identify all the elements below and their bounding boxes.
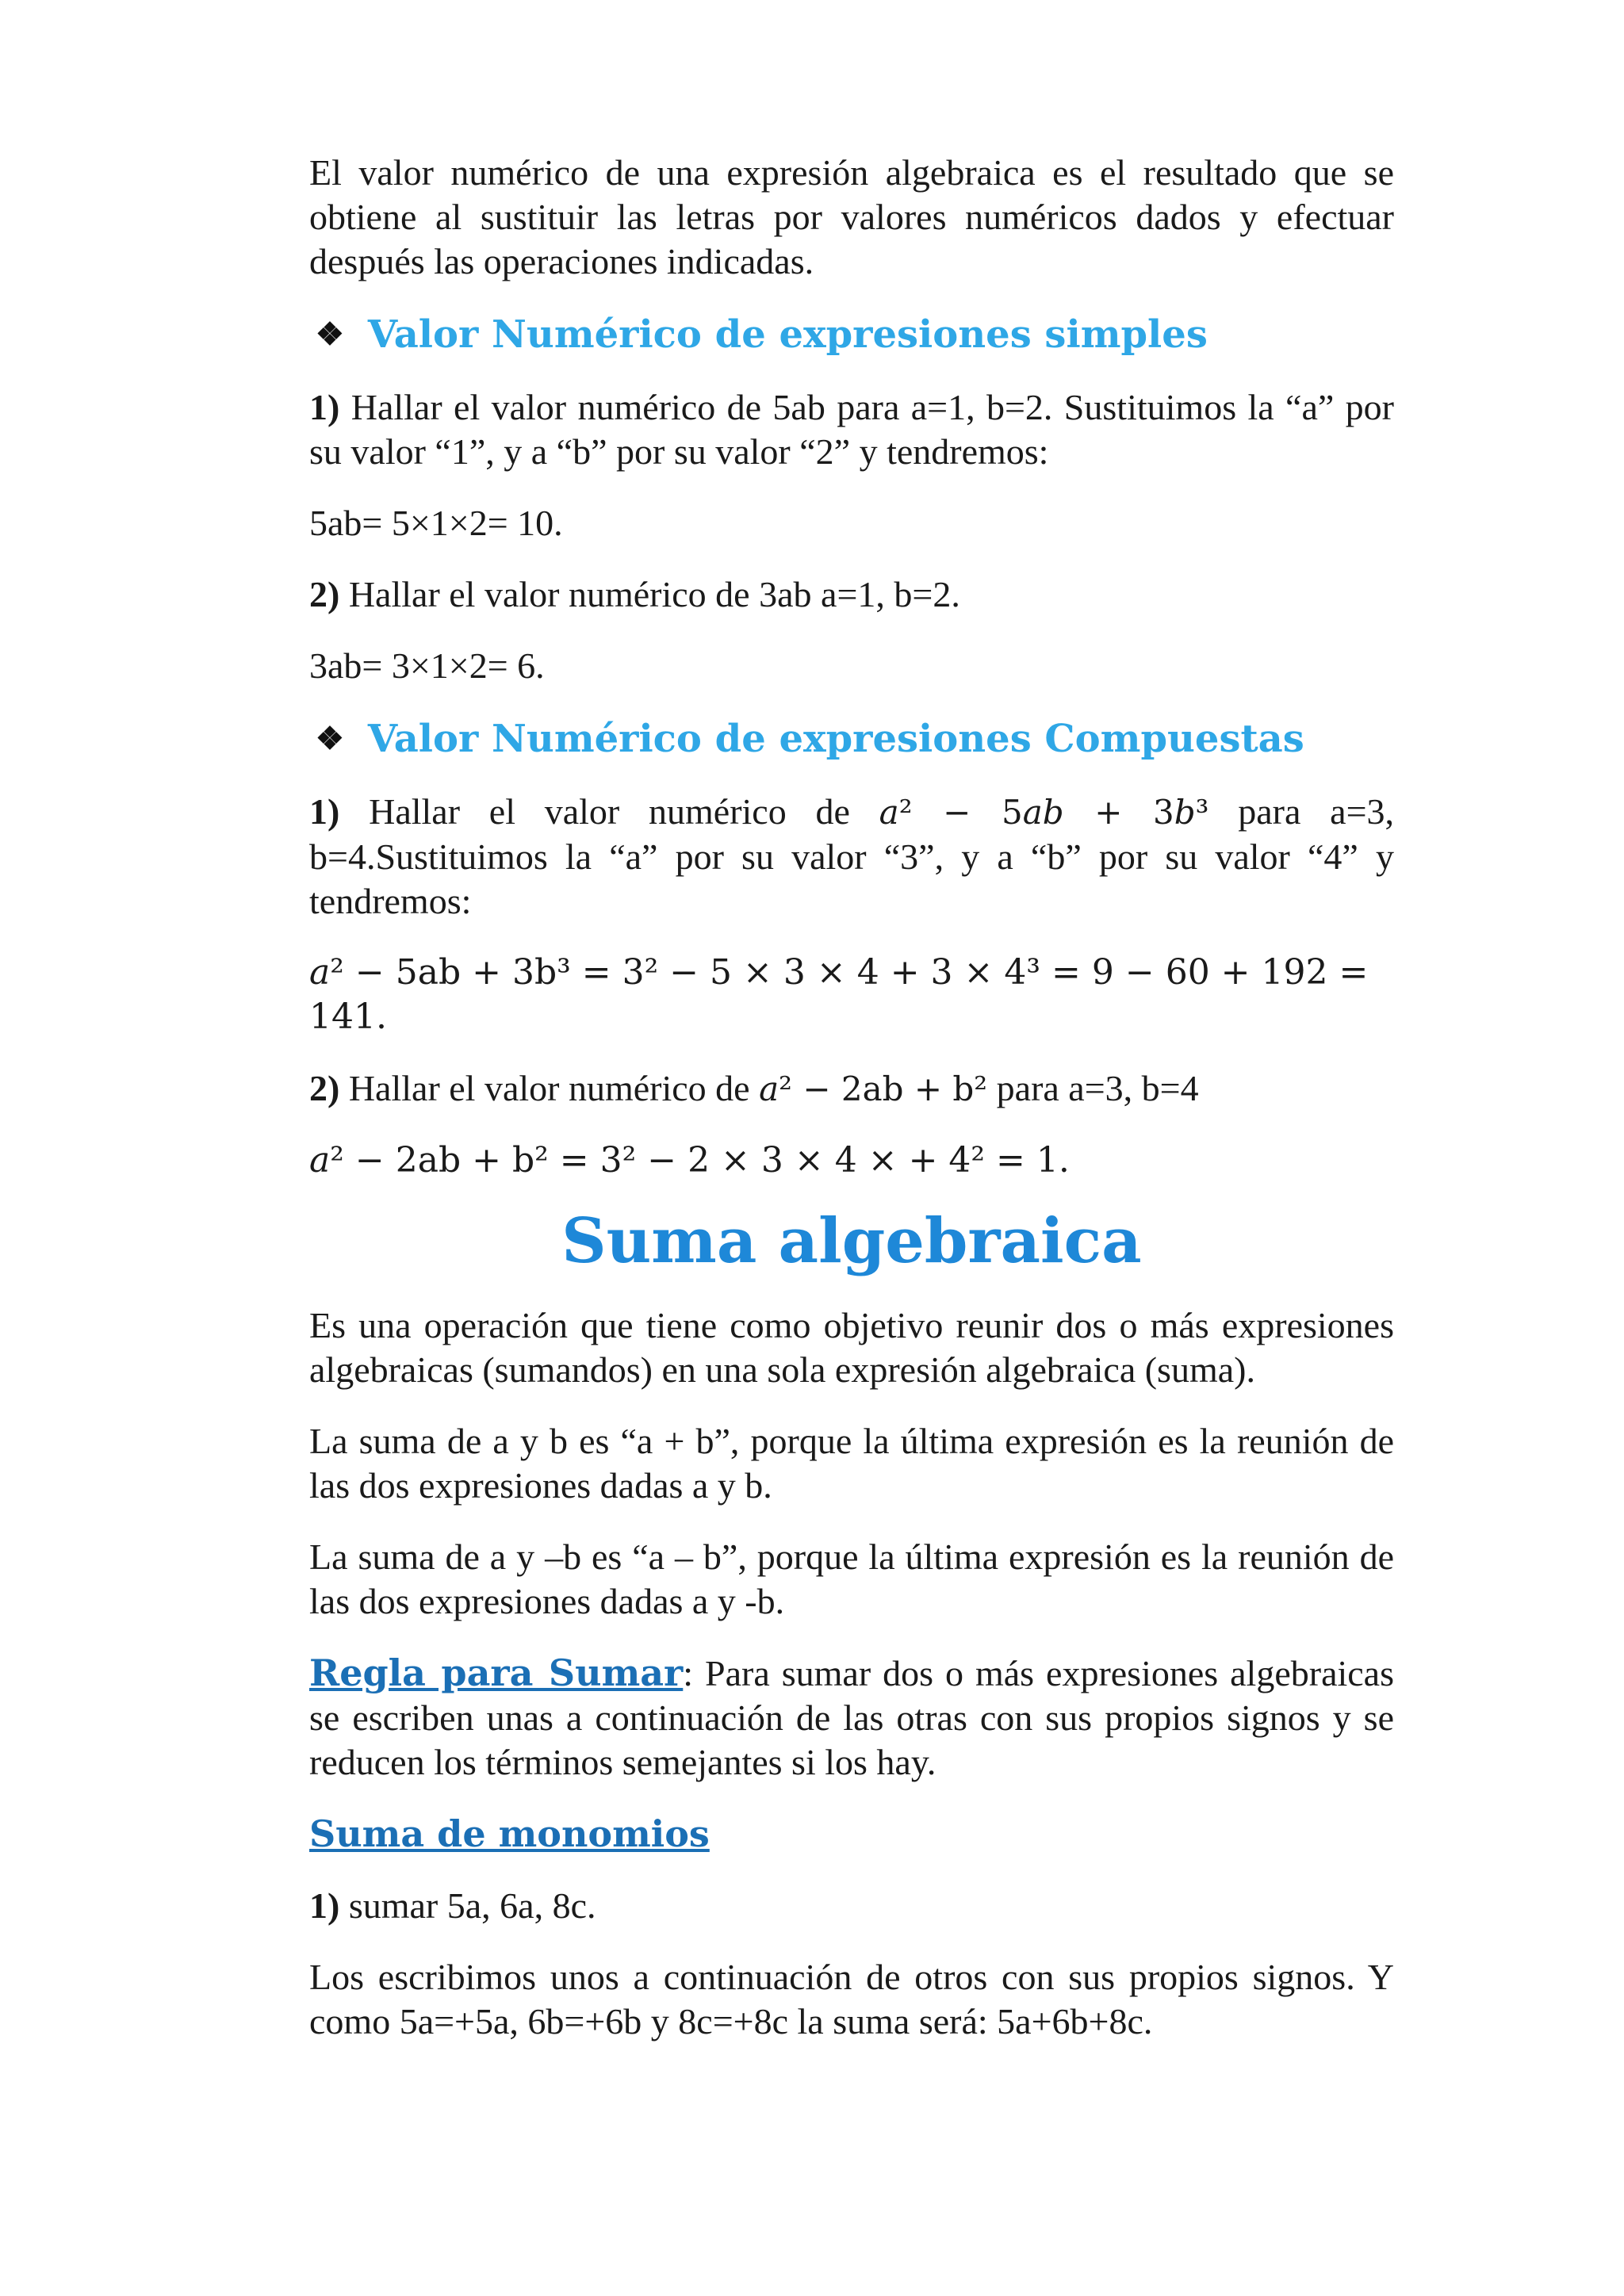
example-text: Hallar el valor numérico de 3ab a=1, b=2. xyxy=(348,574,960,614)
compound-example-1-equation: a² − 5ab + 3b³ = 3² − 5 × 3 × 4 + 3 × 4³ = 9 − 60 + 192 = xyxy=(309,952,1369,993)
example-values: para a=3, xyxy=(1238,791,1395,832)
rule-paragraph xyxy=(309,1651,1394,1785)
example-lead: Hallar el valor numérico de xyxy=(369,791,850,832)
example-text: Hallar el valor numérico de 5ab para a=1, b=2. Sustituimos la “a” por su valor “1”, y a “b” por su valor “2” y tendremos: xyxy=(309,387,1395,472)
simple-example-2 xyxy=(309,572,1394,617)
example-number: 1) xyxy=(309,791,340,832)
intro-paragraph: El valor numérico de una expresión algebraica es el resultado que se obtiene al sustituir las letras por valores numéricos dados y efectuar después las operaciones indicadas. xyxy=(309,152,1394,281)
simple-example-1-result: 5ab= 5×1×2= 10. xyxy=(309,503,563,543)
compound-example-1-text: b=4.Sustituimos la “a” por su valor “3”, y a “b” por su valor “4” y tendremos: xyxy=(309,836,1394,921)
suma-paragraph-2: La suma de a y b es “a + b”, porque la última expresión es la reunión de las dos expresiones dadas a y b. xyxy=(309,1421,1394,1506)
example-number: 1) xyxy=(309,1885,340,1926)
compound-example-1-equation-result: 141. xyxy=(309,997,387,1037)
simple-example-1 xyxy=(309,385,1394,474)
example-lead: Hallar el valor numérico de xyxy=(348,1068,750,1108)
page-title-suma: Suma algebraica xyxy=(561,1205,1142,1277)
example-number: 1) xyxy=(309,387,340,427)
suma-paragraph-1: Es una operación que tiene como objetivo reunir dos o más expresiones algebraicas (sumandos) en una sola expresión algebraica (suma). xyxy=(309,1305,1394,1390)
example-values: para a=3, b=4 xyxy=(996,1068,1199,1108)
diamond-bullet-icon: ❖ xyxy=(316,316,344,353)
rule-text: : Para sumar dos o más expresiones algebraicas se escriben unas a continuación de las otras con sus propios signos y se reducen los términos semejantes si los hay. xyxy=(309,1653,1395,1782)
diamond-bullet-icon: ❖ xyxy=(316,720,344,757)
section-heading-compound xyxy=(309,715,1394,763)
compound-example-1-line1 xyxy=(309,790,1394,835)
example-number: 2) xyxy=(309,574,340,614)
section-heading-simple xyxy=(309,311,1394,358)
compound-example-2-equation: a² − 2ab + b² = 3² − 2 × 3 × 4 × + 4² = 1. xyxy=(309,1140,1070,1181)
section-title-compound: Valor Numérico de expresiones Compuestas xyxy=(367,717,1304,761)
compound-example-2 xyxy=(309,1066,1394,1112)
example-text: sumar 5a, 6a, 8c. xyxy=(339,1885,596,1926)
section-title-simple: Valor Numérico de expresiones simples xyxy=(367,312,1208,357)
monomios-example-1 xyxy=(309,1884,1394,1928)
simple-example-2-result: 3ab= 3×1×2= 6. xyxy=(309,645,545,686)
example-number: 2) xyxy=(309,1068,340,1108)
suma-paragraph-3: La suma de a y –b es “a – b”, porque la última expresión es la reunión de las dos expresiones dadas a y -b. xyxy=(309,1536,1394,1621)
monomios-heading-row xyxy=(309,1812,1394,1857)
monomios-heading: Suma de monomios xyxy=(309,1812,710,1855)
math-expression: a² − 2ab + b² xyxy=(759,1070,988,1108)
math-expression: a² − 5ab + 3b³ xyxy=(879,793,1209,832)
rule-heading: Regla para Sumar xyxy=(309,1651,684,1694)
document-content xyxy=(309,151,1394,2044)
monomios-explanation: Los escribimos unos a continuación de otros con sus propios signos. Y como 5a=+5a, 6b=+6b y 8c=+8c la suma será: 5a+6b+8c. xyxy=(309,1957,1394,2042)
